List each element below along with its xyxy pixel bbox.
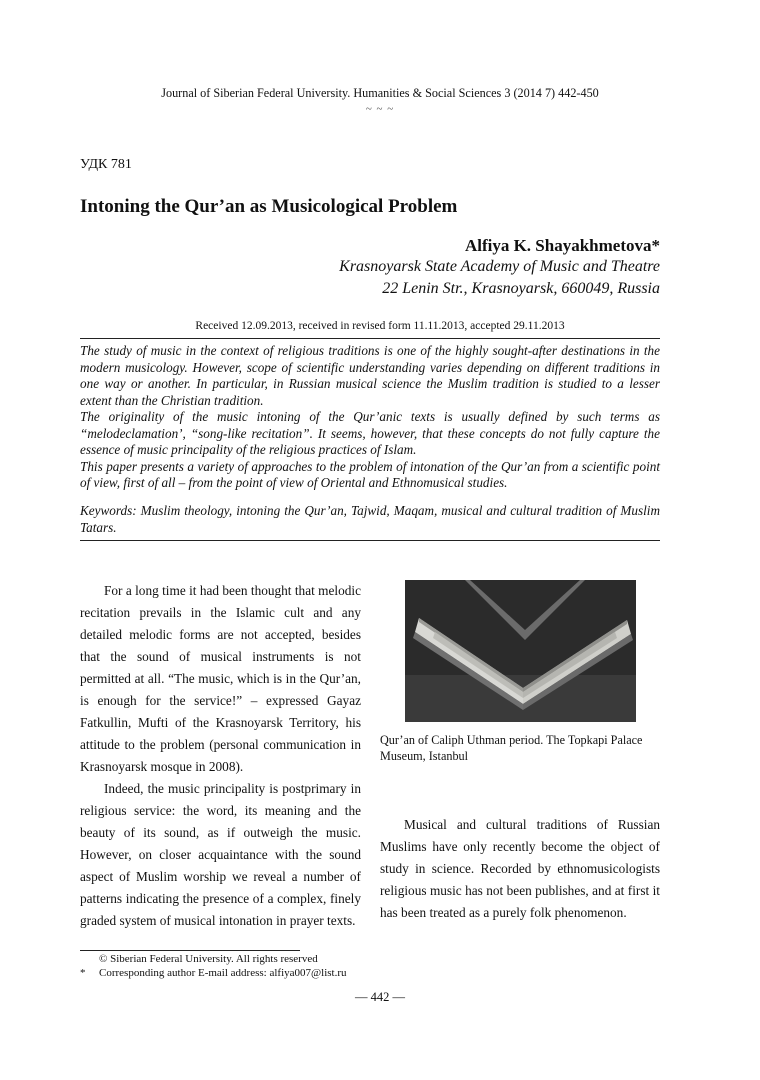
abstract-top-rule bbox=[80, 338, 660, 339]
article-title: Intoning the Qur’an as Musicological Problem bbox=[80, 196, 458, 217]
body-paragraph: Indeed, the music principality is postprimary in religious service: the word, its meaning and the beauty of its sound, as if outweigh the music. However, on closer acquaintance with the sound aspect of Muslim worship we reveal a number of patterns indicating the presence of a complex, finely graded system of musical intonation in prayer texts. bbox=[80, 781, 361, 928]
journal-header: Journal of Siberian Federal University. Humanities & Social Sciences 3 (2014 7) 442-450 bbox=[161, 86, 599, 100]
received-dates: Received 12.09.2013, received in revised form 11.11.2013, accepted 29.11.2013 bbox=[195, 320, 565, 332]
figure-caption: Qur’an of Caliph Uthman period. The Topkapi Palace Museum, Istanbul bbox=[380, 733, 643, 763]
abstract-bottom-rule bbox=[80, 540, 660, 541]
open-book-illustration bbox=[405, 580, 636, 722]
header-ornament: ~ ~ ~ bbox=[365, 103, 395, 115]
page-number: — 442 — bbox=[355, 990, 405, 1004]
affiliation-institution: Krasnoyarsk State Academy of Music and Theatre bbox=[339, 258, 660, 275]
copyright-footnote: © Siberian Federal University. All rights reserved bbox=[99, 953, 318, 965]
quran-photo bbox=[405, 580, 636, 722]
udk-code: УДК 781 bbox=[80, 157, 132, 172]
body-paragraph: Musical and cultural traditions of Russian Muslims have only recently become the object of study in science. Recorded by ethnomusicologists religious music has not been publishes, and at first it has been treated as a purely folk phenomenon. bbox=[380, 817, 660, 920]
author-name: Alfiya K. Shayakhmetova* bbox=[464, 236, 660, 255]
footnote-rule bbox=[80, 950, 300, 951]
abstract bbox=[80, 343, 660, 492]
body-paragraph: For a long time it had been thought that melodic recitation prevails in the Islamic cult and any detailed melodic forms are not accepted, besides that the sound of musical instruments is not permitted at all. “The music, which is in the Qur’an, is enough for the service!” – expressed Gayaz Fatkullin, Mufti of the Krasnoyarsk Territory, his attitude to the problem (personal communication in Krasnoyarsk mosque in 2008). bbox=[80, 583, 361, 774]
corresponding-author-footnote bbox=[80, 967, 347, 979]
body-right-column bbox=[380, 814, 660, 924]
abstract-paragraph: The originality of the music intoning of the Qur’anic texts is usually defined by such terms as “melodeclamation’, “song-like recitation”. It seems, however, that these concepts do not fully capture the essence of music principality of the religious practices of Islam. bbox=[80, 409, 660, 457]
body-left-column bbox=[80, 580, 361, 932]
footnote-marker: * bbox=[80, 967, 86, 979]
footnote-contact: Corresponding author E-mail address: alfiya007@list.ru bbox=[99, 967, 347, 979]
abstract-paragraph: The study of music in the context of religious traditions is one of the highly sought-after destinations in the modern musicology. However, scope of scientific understanding varies depending on different traditions in one way or another. In particular, in Russian musical science the Muslim tradition is studied to a lesser extent than the Christian tradition. bbox=[80, 343, 660, 408]
keywords: Keywords: Muslim theology, intoning the Qur’an, Tajwid, Maqam, musical and cultural tradition of Muslim Tatars. bbox=[80, 503, 660, 535]
affiliation-address: 22 Lenin Str., Krasnoyarsk, 660049, Russia bbox=[382, 280, 660, 297]
abstract-paragraph: This paper presents a variety of approaches to the problem of intonation of the Qur’an from a scientific point of view, first of all – from the point of view of Oriental and Ethnomusical studies. bbox=[80, 458, 660, 490]
